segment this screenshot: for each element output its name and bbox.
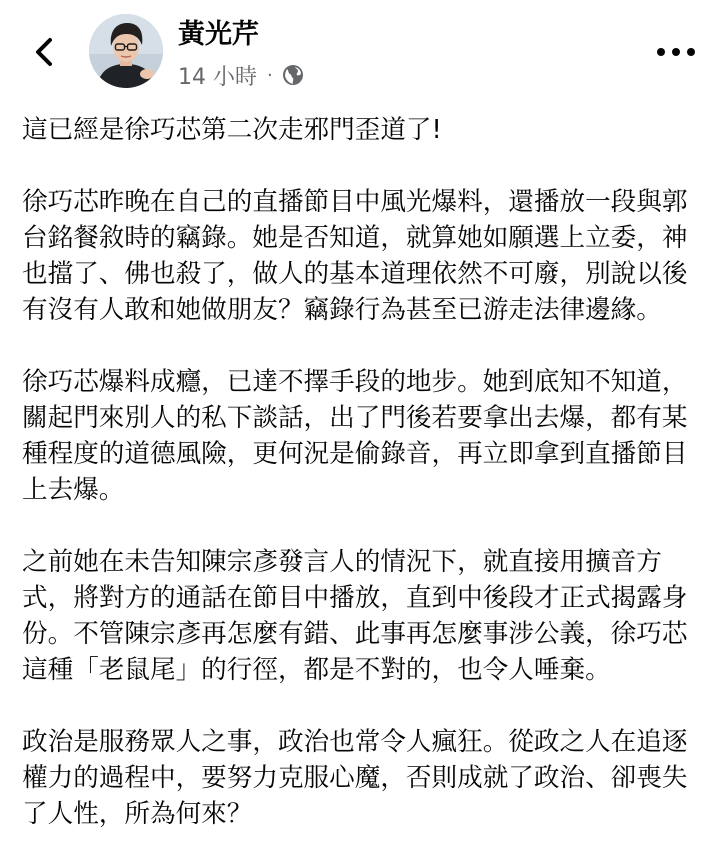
post-paragraph: 政治是服務眾人之事，政治也常令人瘋狂。從政之人在追逐權力的過程中，要努力克服心魔，否則成就了政治、卻喪失了人性，所為何來？ — [22, 727, 688, 829]
back-button[interactable] — [22, 30, 66, 74]
chevron-left-icon — [31, 37, 57, 67]
post-header — [0, 0, 720, 100]
post-paragraph: 徐巧芯爆料成癮，已達不擇手段的地步。她到底知不知道，關起門來別人的私下談話，出了門後若要拿出去爆，都有某種程度的道德風險，更何況是偷錄音，再立即拿到直播節目上去爆。 — [22, 367, 688, 505]
author-name[interactable]: 黃光芹 — [178, 19, 259, 50]
globe-icon[interactable] — [281, 63, 305, 87]
post-paragraph: 徐巧芯昨晚在自己的直播節目中風光爆料，還播放一段與郭台銘餐敘時的竊錄。她是否知道，就算她如願選上立委，神也擋了、佛也殺了，做人的基本道理依然不可廢，別說以後有沒有人敢和她做朋友？竊錄行為甚至已游走法律邊緣。 — [22, 187, 688, 325]
post-paragraph: 這已經是徐巧芯第二次走邪門歪道了! — [22, 115, 442, 145]
more-options-button[interactable] — [652, 36, 700, 68]
more-horizontal-icon — [656, 47, 696, 57]
post-paragraph: 之前她在未告知陳宗彥發言人的情況下，就直接用擴音方式，將對方的通話在節目中播放，直到中後段才正式揭露身份。不管陳宗彥再怎麼有錯、此事再怎麼事涉公義，徐巧芯這種「老鼠尾」的行徑，都是不對的，也令人唾棄。 — [22, 547, 688, 685]
meta-separator: · — [267, 64, 273, 86]
post-body — [22, 112, 704, 868]
avatar[interactable] — [89, 14, 163, 88]
post-timestamp[interactable]: 14 小時 — [178, 64, 257, 90]
post-meta — [178, 60, 305, 90]
avatar-image — [89, 14, 163, 88]
